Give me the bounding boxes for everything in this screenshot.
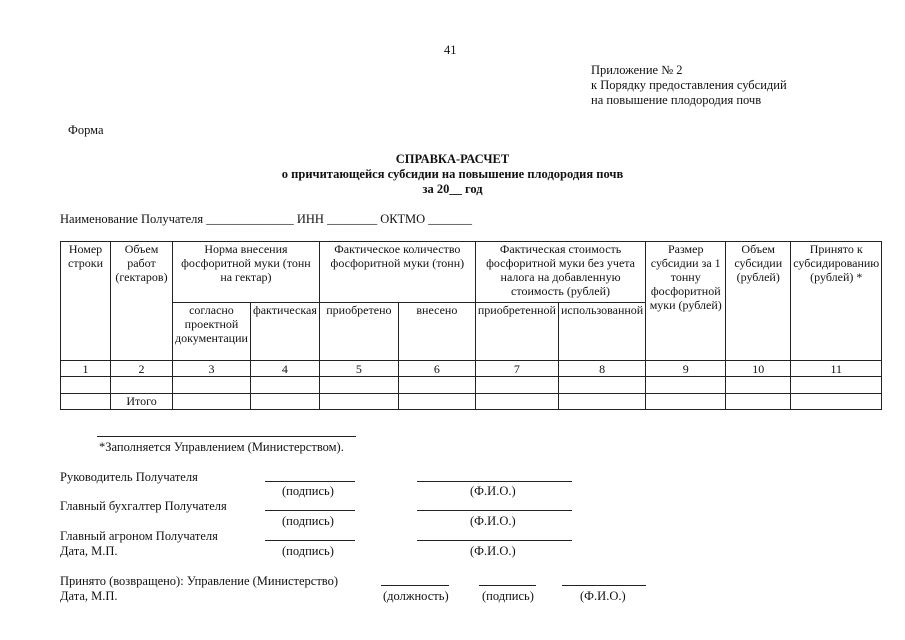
header-actual-quantity: Фактическое количество фосфоритной муки (тонн) <box>319 242 475 303</box>
table-cell[interactable] <box>726 377 791 394</box>
column-number: 9 <box>646 361 726 377</box>
page-number: 41 <box>444 43 457 57</box>
header-actual-cost: Фактическая стоимость фосфоритной муки без учета налога на добавленную стоимость (рублей) <box>475 242 645 303</box>
head-label: Руководитель Получателя <box>60 470 198 484</box>
table-cell[interactable] <box>319 377 398 394</box>
agronomist-label: Главный агроном Получателя <box>60 529 218 543</box>
table-cell[interactable] <box>173 394 251 410</box>
header-subsidy-per-ton: Размер субсидии за 1 тонну фосфоритной муки (рублей) <box>646 242 726 361</box>
table-cell[interactable] <box>398 377 475 394</box>
column-number: 4 <box>250 361 319 377</box>
position-caption: (должность) <box>383 589 449 603</box>
table-cell[interactable] <box>61 394 111 410</box>
table-cell[interactable] <box>726 394 791 410</box>
signature-line[interactable] <box>479 585 536 586</box>
name-line[interactable] <box>562 585 646 586</box>
column-number: 8 <box>558 361 645 377</box>
column-number: 3 <box>173 361 251 377</box>
column-number: 10 <box>726 361 791 377</box>
table-cell[interactable] <box>475 394 558 410</box>
table-cell[interactable] <box>475 377 558 394</box>
name-line[interactable] <box>417 540 572 541</box>
table-cell[interactable] <box>61 377 111 394</box>
column-numbers-row <box>61 361 882 377</box>
accepted-date-mp: Дата, М.П. <box>60 589 118 603</box>
header-actual: фактическая <box>250 303 319 361</box>
accepted-label: Принято (возвращено): Управление (Министерство) <box>60 574 339 588</box>
table-cell[interactable] <box>646 394 726 410</box>
signature-line[interactable] <box>265 481 355 482</box>
table-cell[interactable] <box>791 394 882 410</box>
table-cell[interactable] <box>173 377 251 394</box>
column-number: 1 <box>61 361 111 377</box>
total-label: Итого <box>111 394 173 410</box>
table-cell[interactable] <box>558 377 645 394</box>
header-cost-used: использованной <box>558 303 645 361</box>
name-line[interactable] <box>417 481 572 482</box>
header-application-rate: Норма внесения фосфоритной муки (тонн на гектар) <box>173 242 320 303</box>
name-caption: (Ф.И.О.) <box>470 544 516 558</box>
signature-line[interactable] <box>265 540 355 541</box>
appendix-line-3: на повышение плодородия почв <box>591 93 762 107</box>
name-caption: (Ф.И.О.) <box>470 514 516 528</box>
table-cell[interactable] <box>558 394 645 410</box>
column-number: 5 <box>319 361 398 377</box>
table-cell[interactable] <box>111 377 173 394</box>
header-cost-purchased: приобретенной <box>475 303 558 361</box>
footnote-separator <box>97 436 356 437</box>
form-label: Форма <box>68 123 104 137</box>
header-purchased: приобретено <box>319 303 398 361</box>
signature-caption: (подпись) <box>482 589 534 603</box>
title-main: СПРАВКА-РАСЧЕТ <box>395 152 510 166</box>
total-row <box>61 394 882 410</box>
header-accepted: Принято к субсидированию (рублей) * <box>791 242 882 361</box>
date-mp-label: Дата, М.П. <box>60 544 118 558</box>
name-caption: (Ф.И.О.) <box>470 484 516 498</box>
recipient-line: Наименование Получателя ______________ ИНН ________ ОКТМО _______ <box>60 212 473 226</box>
appendix-line-1: Приложение № 2 <box>591 63 683 77</box>
column-number: 7 <box>475 361 558 377</box>
accountant-label: Главный бухгалтер Получателя <box>60 499 227 513</box>
table-row <box>61 377 882 394</box>
name-caption: (Ф.И.О.) <box>580 589 626 603</box>
table-cell[interactable] <box>791 377 882 394</box>
signature-caption: (подпись) <box>282 484 334 498</box>
header-row-number: Номер строки <box>61 242 111 361</box>
name-line[interactable] <box>417 510 572 511</box>
position-line[interactable] <box>381 585 449 586</box>
column-number: 6 <box>398 361 475 377</box>
table-cell[interactable] <box>398 394 475 410</box>
signature-caption: (подпись) <box>282 514 334 528</box>
table-cell[interactable] <box>319 394 398 410</box>
table-cell[interactable] <box>250 394 319 410</box>
subsidy-table <box>60 241 882 410</box>
signature-line[interactable] <box>265 510 355 511</box>
header-per-project: согласно проектной документации <box>173 303 251 361</box>
header-work-volume: Объем работ (гектаров) <box>111 242 173 361</box>
title-sub: о причитающейся субсидии на повышение плодородия почв <box>281 167 624 181</box>
table-cell[interactable] <box>250 377 319 394</box>
column-number: 2 <box>111 361 173 377</box>
column-number: 11 <box>791 361 882 377</box>
signature-caption: (подпись) <box>282 544 334 558</box>
footnote: *Заполняется Управлением (Министерством). <box>99 440 344 454</box>
appendix-line-2: к Порядку предоставления субсидий <box>591 78 787 92</box>
header-applied: внесено <box>398 303 475 361</box>
header-subsidy-volume: Объем субсидии (рублей) <box>726 242 791 361</box>
table-cell[interactable] <box>646 377 726 394</box>
title-year: за 20__ год <box>422 182 483 196</box>
